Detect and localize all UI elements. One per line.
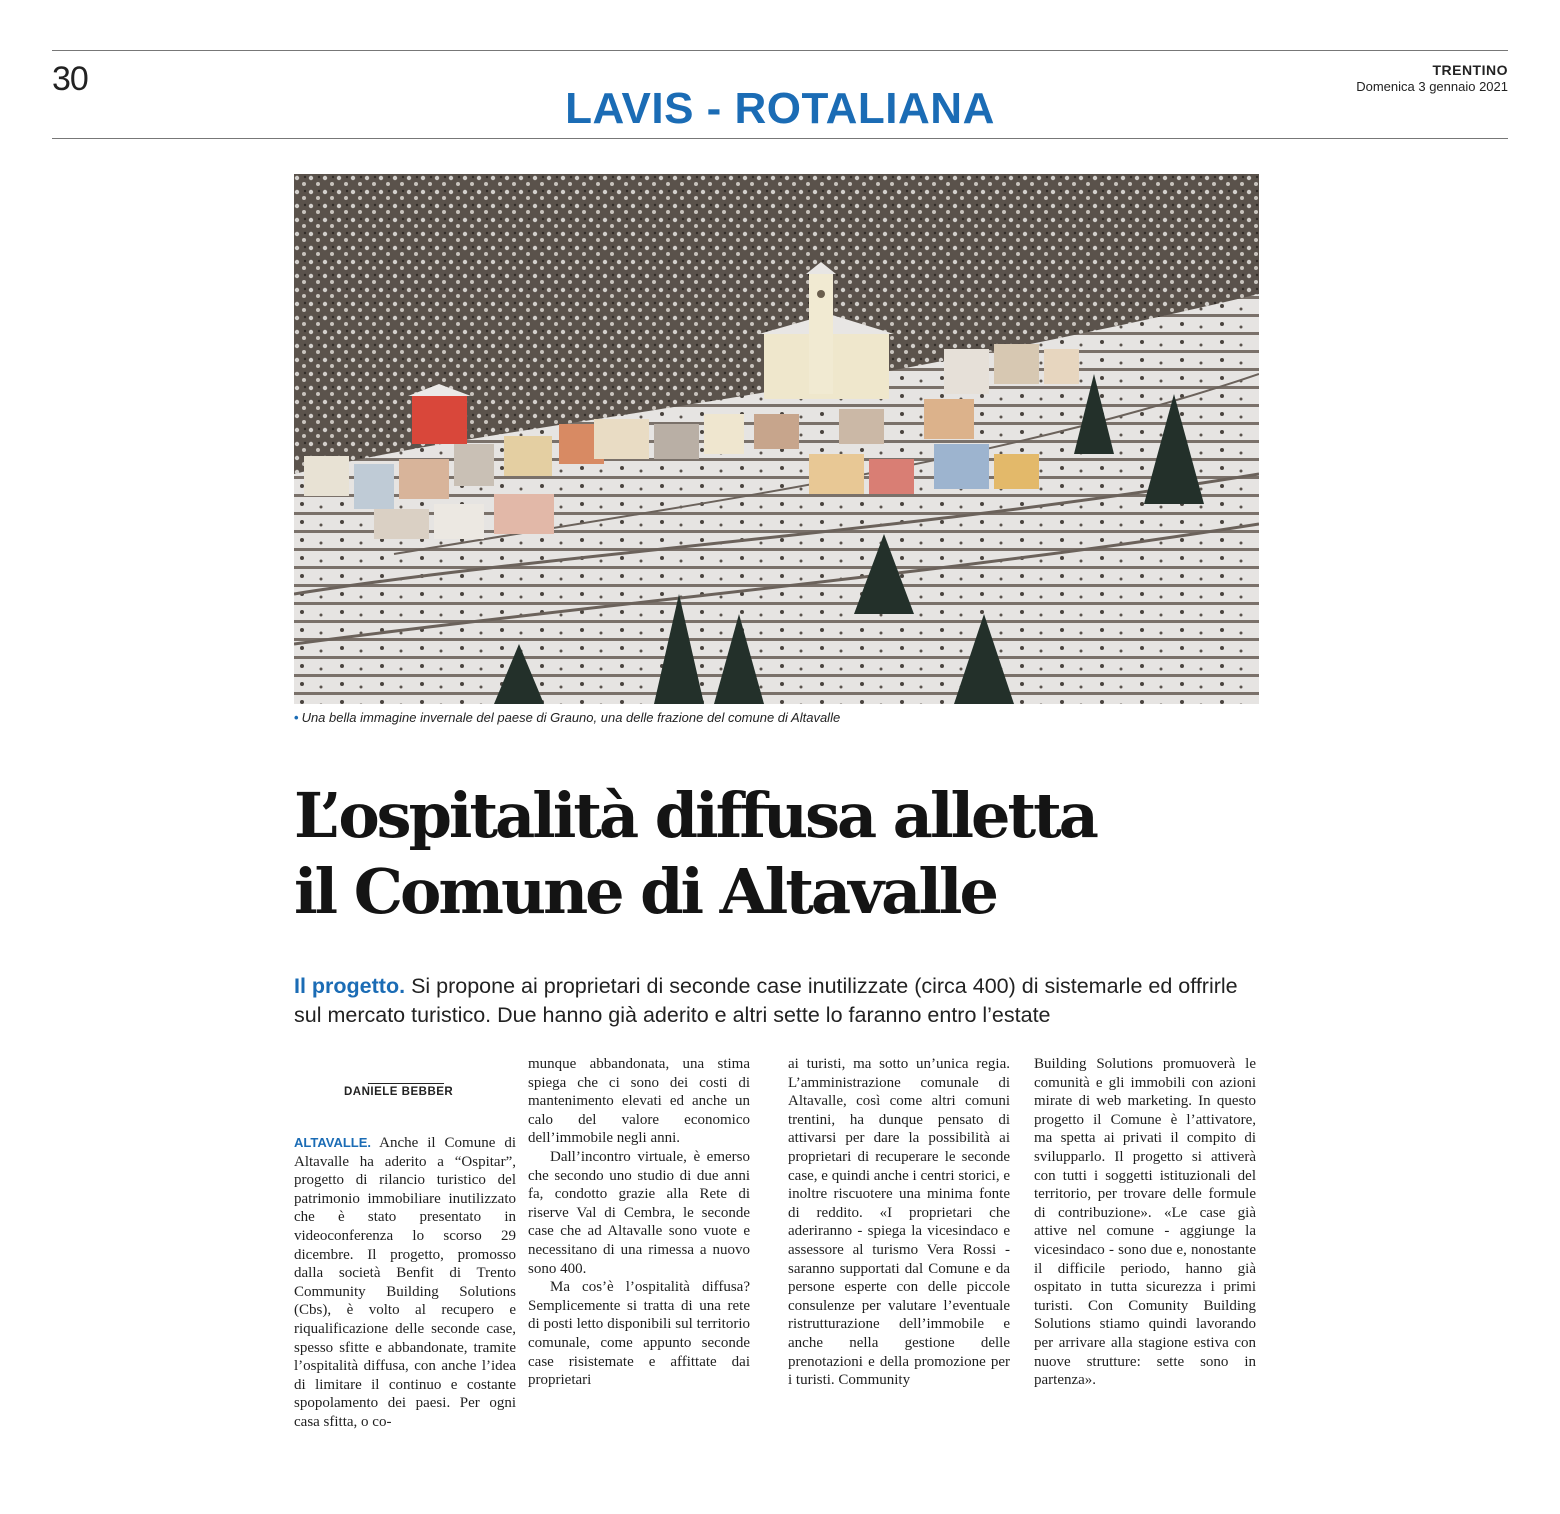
headline xyxy=(294,778,1294,930)
issue-date: Domenica 3 gennaio 2021 xyxy=(1356,79,1508,94)
article-column-2 xyxy=(528,1055,750,1390)
subhead-kicker: Il progetto. xyxy=(294,974,406,998)
dateline: ALTAVALLE. xyxy=(294,1135,372,1150)
article-column-4 xyxy=(1034,1055,1256,1390)
page-number: 30 xyxy=(52,60,88,98)
article-column-3 xyxy=(788,1055,1010,1390)
paragraph: ai turisti, ma sotto un’unica regia. L’amministrazione comunale di Altavalle, così come altri comuni trentini, ha dunque pensato di attivarsi per dare la possibilità ai proprietari di recuperare le seconde case, e quindi anche i centri storici, e inoltre riscuotere una minima fonte di reddito. «I proprietari che aderiranno - spiega la vicesindaco e assessore al turismo Vera Rossi - saranno supportati dal Comune e da persone esperte con delle piccole consulenze per valutare l’eventuale ristrutturazione dell’immobile e anche nella gestione delle prenotazioni e della promozione per i turisti. Community xyxy=(788,1056,1010,1389)
section-title: LAVIS - ROTALIANA xyxy=(565,84,995,133)
byline: DANIELE BEBBER xyxy=(344,1086,454,1098)
subheadline xyxy=(294,972,1254,1030)
paragraph: Building Solutions promuoverà le comunità e gli immobili con azioni mirate di web marketing. In questo progetto il Comune è l’attivatore, ma spetta ai privati il compito di svilupparlo. Il progetto si attiverà con tutti i soggetti istituzionali del territorio, per trovare delle formule di contribuzione». «Le case già attive nel comune - aggiunge la vicesindaco - sono due e, nonostante il difficile periodo, hanno già ospitato in tutta sicurezza i primi turisti. Con Comunity Building Solutions stiamo quindi lavorando per arrivare alla stagione estiva con nuove strutture: sette sono in partenza». xyxy=(1034,1056,1256,1389)
caption-text: Una bella immagine invernale del paese di Grauno, una delle frazione del comune di Altavalle xyxy=(301,710,841,725)
headline-line-1: L’ospitalità diffusa alletta xyxy=(294,779,1096,852)
paragraph: munque abbandonata, una stima spiega che ci sono dei costi di mantenimento elevati ed anche un calo del valore economico dell’immobile negli anni. xyxy=(528,1056,750,1147)
paragraph: Dall’incontro virtuale, è emerso che secondo uno studio di due anni fa, condotto grazie alla Rete di riserve Val di Cembra, le seconde case che ad Altavalle sono vuote e necessitano di una rimessa a nuovo sono 400. xyxy=(528,1148,750,1277)
paragraph: Ma cos’è l’ospitalità diffusa? Semplicemente si tratta di una rete di posti letto disponibili sul territorio comunale, come appunto seconde case risistemate e affittate dai proprietari xyxy=(528,1279,750,1389)
article-column-1 xyxy=(294,1134,516,1432)
village-photo xyxy=(294,174,1259,704)
caption-bullet: • xyxy=(294,710,299,725)
paragraph xyxy=(294,1134,516,1432)
brand-name: TRENTINO xyxy=(1432,62,1508,78)
paragraph-text: Anche il Comune di Altavalle ha aderito a “Ospitar”, progetto di rilancio turistico del patrimonio immobiliare inutilizzato che è stato presentato in videoconferenza lo scorso 29 dicembre. Il progetto, promosso dalla società Benfit di Trento Community Building Solutions (Cbs), è volto al recupero e riqualificazione delle seconde case, spesso sfitte e abbandonate, tramite l’ospitalità diffusa, con anche l’idea di limitare il continuo e costante spopolamento dei paesi. Per ogni casa sfitta, o co- xyxy=(294,1135,516,1430)
subhead-text: Si propone ai proprietari di seconde case inutilizzate (circa 400) di sistemarle ed offrirle sul mercato turistico. Due hanno già aderito e altri sette lo faranno entro l’estate xyxy=(294,974,1238,1027)
byline-rule xyxy=(368,1083,444,1084)
photo-caption xyxy=(294,710,840,725)
headline-line-2: il Comune di Altavalle xyxy=(294,855,996,928)
winter-village-illustration xyxy=(294,174,1259,704)
top-rule xyxy=(52,50,1508,51)
section-rule xyxy=(52,138,1508,139)
